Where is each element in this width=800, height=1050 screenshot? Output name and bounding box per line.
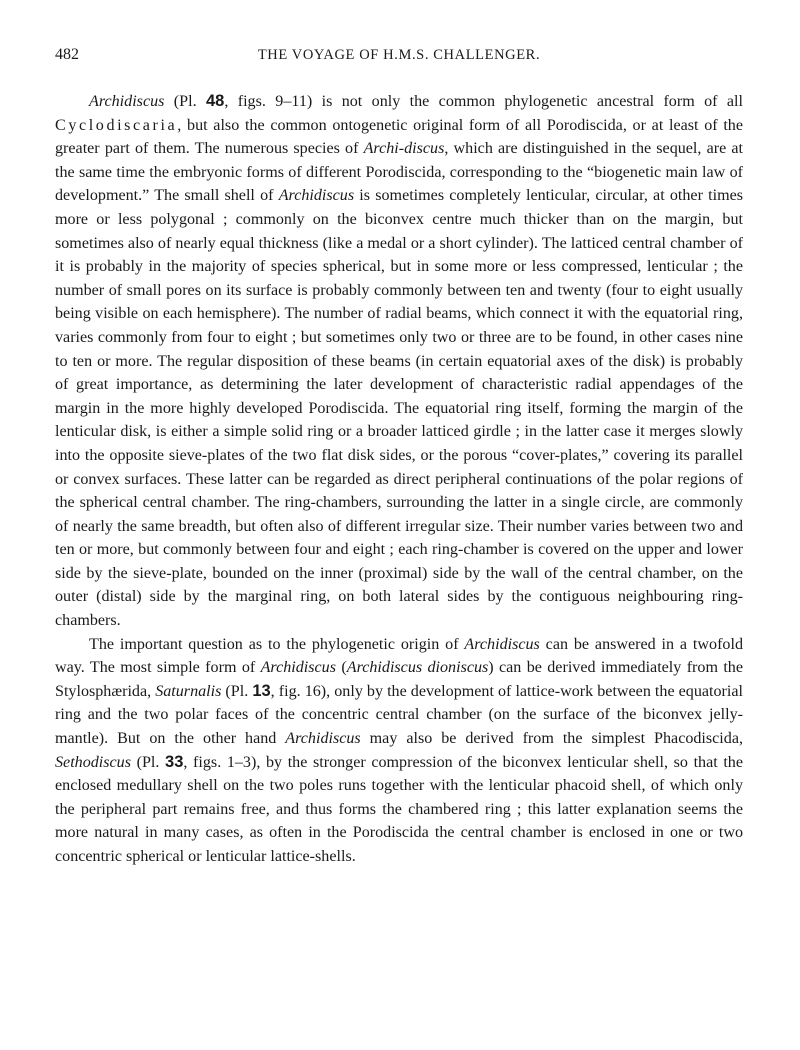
text-run: , fig. 16), only by the development of lattice-work between the equatorial ring and the two polar faces of the concentric central chamber (on the surface of the biconvex jelly-mantle). But on the other hand — [55, 682, 743, 748]
italic-term: Sethodiscus — [55, 753, 131, 771]
italic-term: Archidiscus — [285, 730, 361, 748]
text-run: , figs. 9–11) is not only the common phylogenetic ancestral form of all — [224, 93, 743, 110]
text-run: (Pl. — [164, 93, 206, 110]
text-run: ( — [336, 659, 347, 677]
text-run: (Pl. — [221, 682, 253, 700]
italic-term: Archi-discus — [363, 140, 445, 158]
body-text — [55, 90, 743, 869]
italic-term: Archidiscus — [89, 93, 165, 110]
running-title: THE VOYAGE OF H.M.S. CHALLENGER. — [257, 47, 541, 63]
text-run: , but also the common ontogenetic original form of all Porodiscida, or at least of the greater part of them. The numerous species of — [55, 116, 743, 158]
plate-number: 48 — [205, 92, 225, 110]
text-run: , figs. 1–3), by the stronger compression of the biconvex lenticular shell, so that the enclosed medullary shell on the two poles runs together with the lenticular phacoid shell, of which only the peripheral part remains free, and thus forms the chambered ring ; this latter explanation seems the more natural in many cases, as often in the Porodiscida the central chamber is enclosed in one or two concentric spherical or lenticular lattice-shells. — [55, 753, 743, 865]
italic-term: Archidiscus — [278, 187, 355, 205]
spaced-term: Cyclodiscaria — [55, 116, 178, 134]
italic-term: Saturnalis — [155, 682, 222, 700]
text-run: ) can be derived immediately from the Stylosphærida, — [55, 659, 743, 700]
document-page — [55, 46, 743, 869]
italic-term: Archidiscus dioniscus — [346, 659, 489, 677]
page-number: 482 — [55, 46, 79, 63]
italic-term: Archidiscus — [464, 635, 540, 653]
plate-number: 33 — [165, 752, 184, 771]
text-run: can be answered in a twofold way. The most simple form of — [55, 635, 743, 677]
text-run: The important question as to the phylogenetic origin of — [89, 635, 465, 653]
italic-term: Archidiscus — [260, 659, 336, 677]
text-run: (Pl. — [131, 753, 166, 771]
page-header — [55, 46, 743, 72]
paragraph-1 — [55, 90, 743, 633]
text-run: is sometimes completely lenticular, circular, at other times more or less polygonal ; commonly on the biconvex centre much thicker than on the margin, but sometimes also of nearly equal thickness (like a medal or a short cylinder). The latticed central chamber of it is probably in the majority of species spherical, but in some more or less compressed, lenticular ; the number of small pores on its surface is probably commonly between ten and twenty (four to eight usually being visible on each hemisphere). The number of radial beams, which connect it with the equatorial ring, varies commonly from four to eight ; but sometimes only two or three are to be found, in other cases nine to ten or more. The regular disposition of these beams (in certain equatorial axes of the disk) is probably of great importance, as determining the later development of characteristic radial appendages of the margin in the more highly developed Porodiscida. The equatorial ring itself, forming the margin of the lenticular disk, is either a simple solid ring or a broader latticed girdle ; in the latter case it merges slowly into the opposite sieve-plates of the two flat disk sides, or the porous “cover-plates,” covering its parallel or convex surfaces. These latter can be regarded as direct peripheral continuations of the polar regions of the spherical central chamber. The ring-chambers, surrounding the latter in a single circle, are commonly of nearly the same breadth, but often also of different irregular size. Their number varies between two and ten or more, but commonly between four and eight ; each ring-chamber is covered on the upper and lower side by the sieve-plate, bounded on the inner (proximal) side by the wall of the central chamber, on the outer (distal) side by the marginal ring, on both lateral sides by the contiguous neighbouring ring-chambers. — [55, 187, 743, 630]
paragraph-2 — [55, 633, 743, 869]
plate-number: 13 — [252, 681, 271, 700]
text-run: , which are distinguished in the sequel, are at the same time the embryonic forms of different Porodiscida, corresponding to the “biogenetic main law of development.” The small shell of — [55, 140, 743, 205]
text-run: may also be derived from the simplest Phacodiscida, — [360, 730, 743, 748]
